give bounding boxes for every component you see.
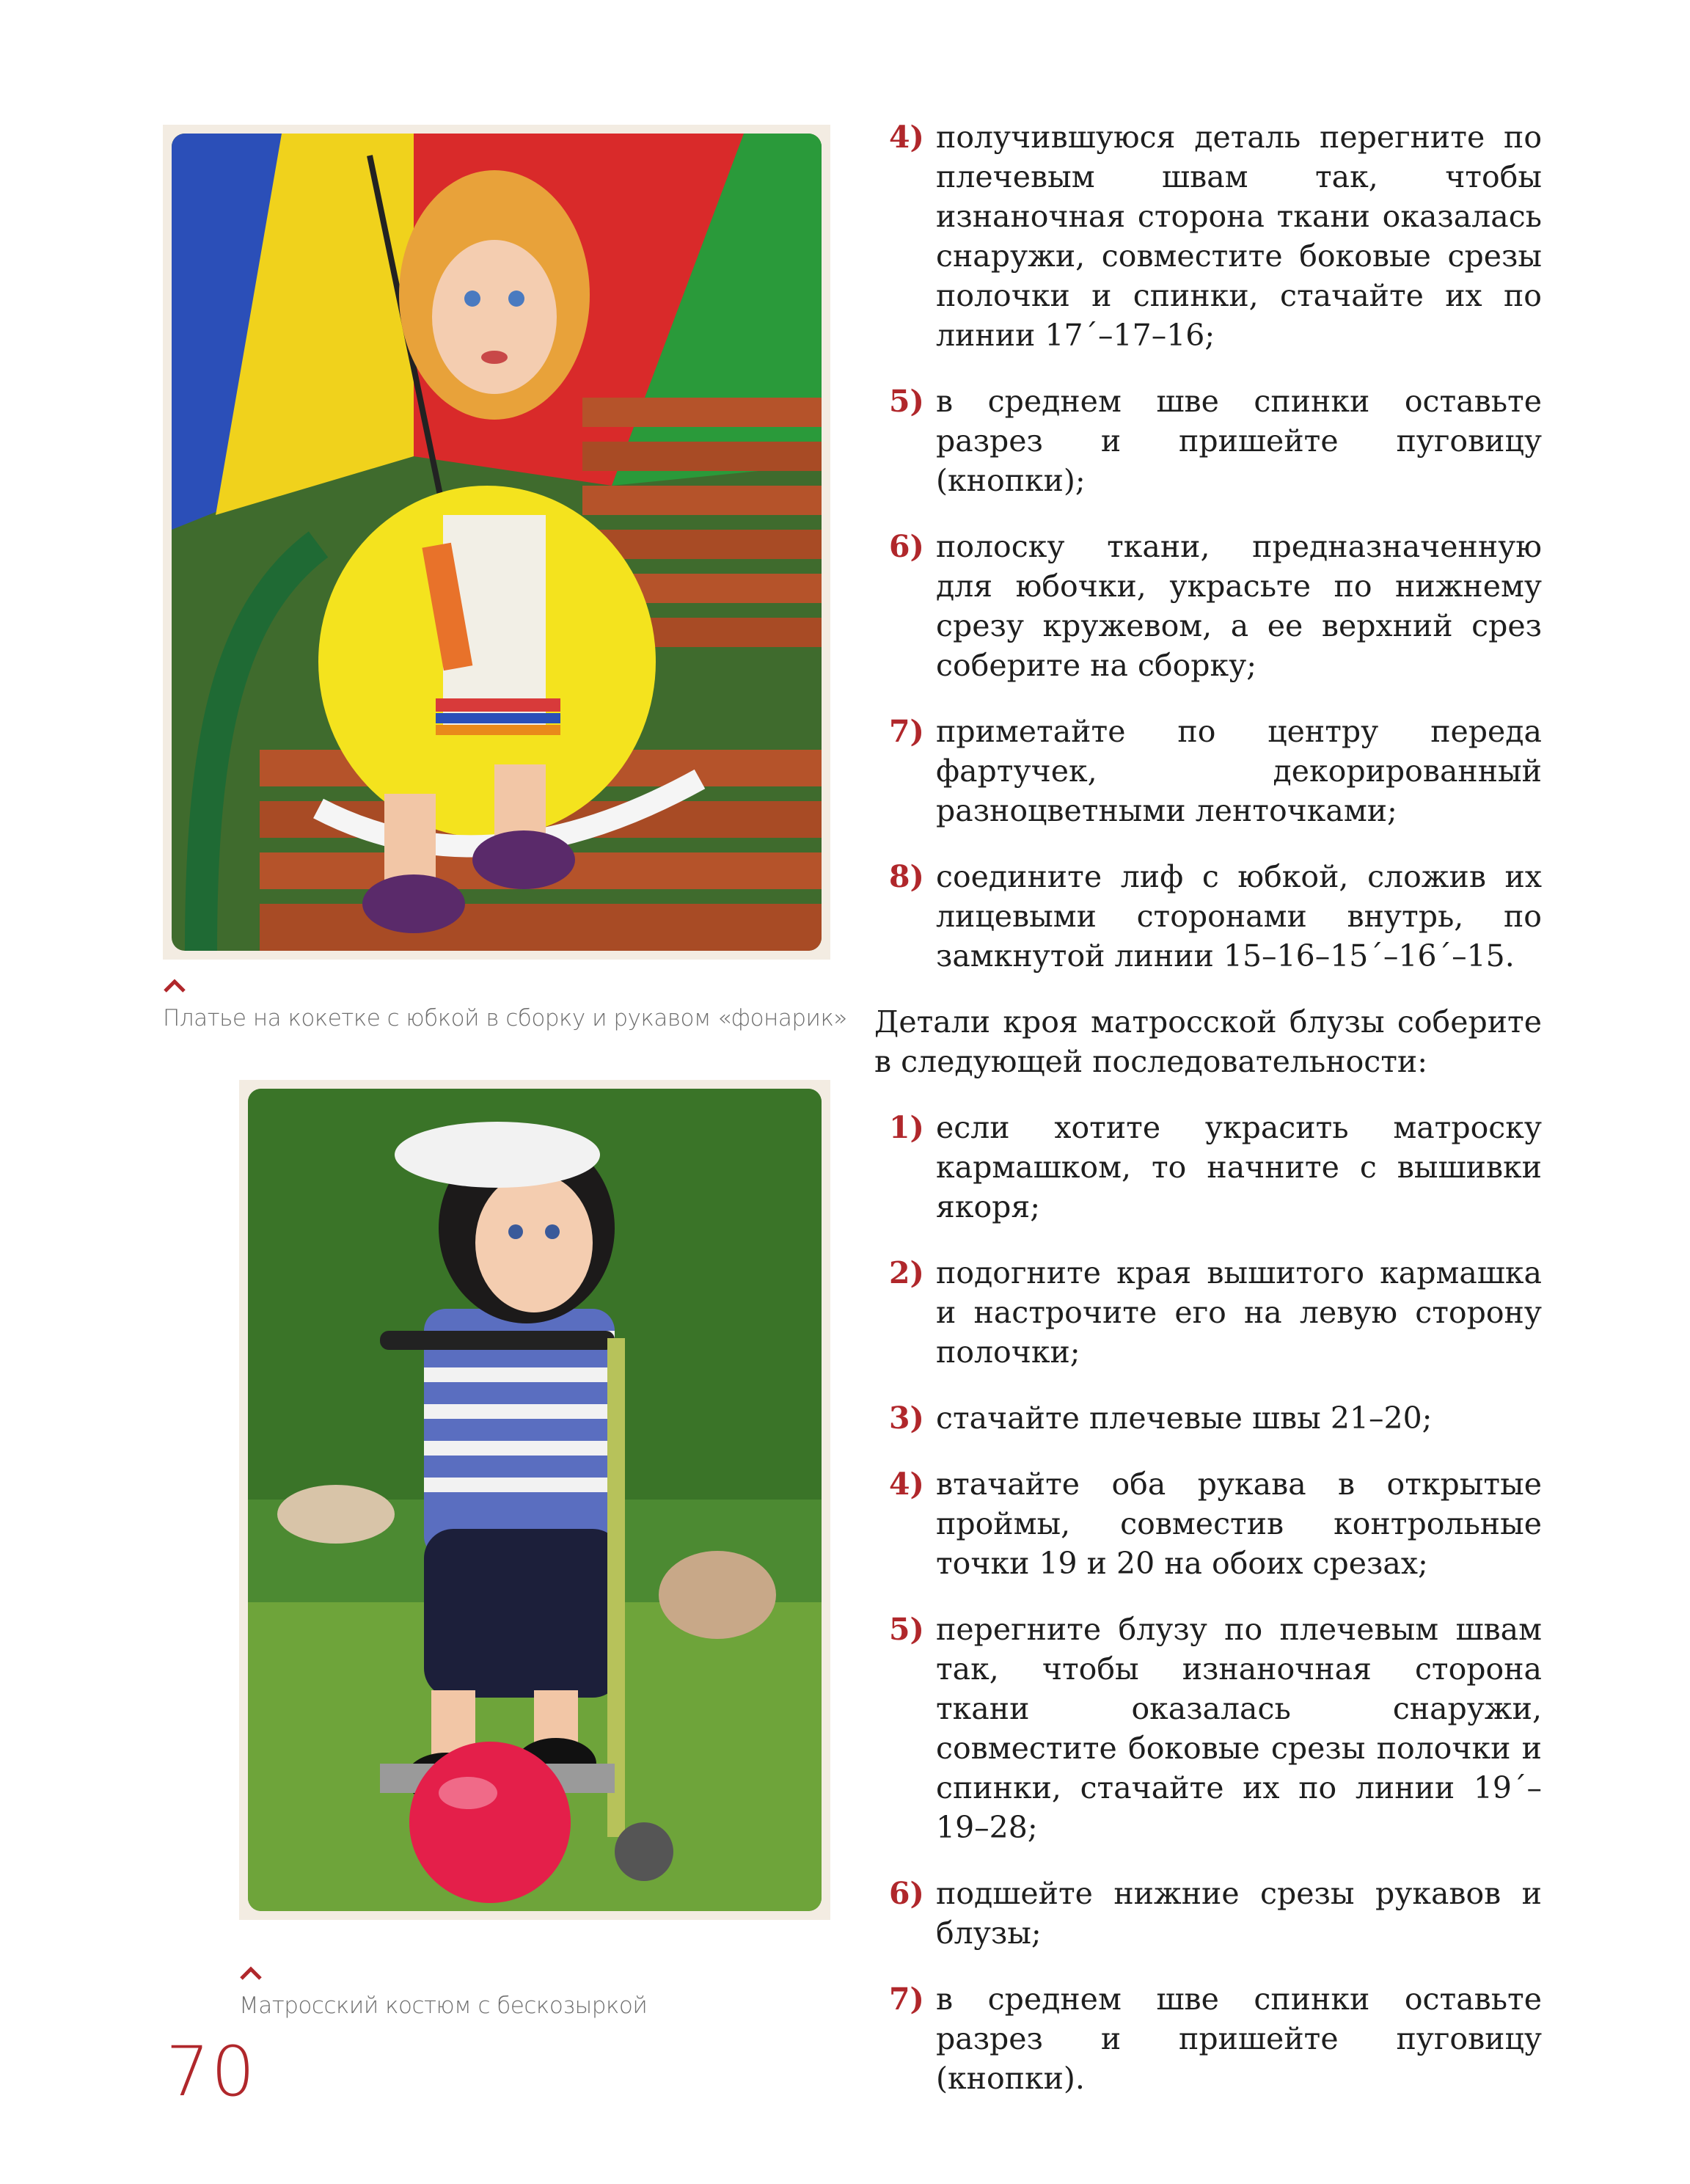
step-number: 1)	[889, 1110, 924, 1145]
step-text: втачайте оба рукава в открытые проймы, совместив контрольные точки 19 и 20 на обоих срезах;	[936, 1467, 1542, 1581]
step-text: в среднем шве спинки оставьте разрез и пришейте пуговицу (кнопки);	[936, 384, 1542, 498]
step-text: подшейте нижние срезы рукавов и блузы;	[936, 1876, 1542, 1951]
photo-caption: Матросский костюм с бескозыркой	[239, 1993, 648, 2019]
step-text: соедините лиф с юбкой, сложив их лицевыми сторонами внутрь, по замкнутой линии 15–16–15´–16´–15.	[936, 859, 1542, 974]
step-text: полоску ткани, предназначенную для юбочки, украсьте по нижнему срезу кружевом, а ее верхний срез соберите на сборку;	[936, 529, 1542, 683]
list-item	[874, 1874, 1542, 1953]
photo-caption: Платье на кокетке с юбкой в сборку и рукавом «фонарик»	[163, 1005, 847, 1031]
step-number: 7)	[889, 714, 924, 749]
step-text: в среднем шве спинки оставьте разрез и пришейте пуговицу (кнопки).	[936, 1982, 1542, 2096]
doll-scooter-illustration	[248, 1089, 822, 1911]
step-text: получившуюся деталь перегните по плечевым швам так, чтобы изнаночная сторона ткани оказалась снаружи, совместите боковые срезы полочки и спинки, стачайте их по линии 17´–17–16;	[936, 120, 1542, 353]
step-text: подогните края вышитого кармашка и настрочите его на левую сторону полочки;	[936, 1255, 1542, 1370]
list-item	[874, 1398, 1542, 1438]
caption-chevron-icon	[239, 1966, 263, 1981]
list-item	[874, 117, 1542, 355]
step-number: 5)	[889, 384, 924, 419]
list-item	[874, 1253, 1542, 1372]
list-item	[874, 1610, 1542, 1847]
step-number: 4)	[889, 120, 924, 155]
page-number: 70	[166, 2032, 257, 2112]
step-number: 4)	[889, 1467, 924, 1502]
step-number: 7)	[889, 1982, 924, 2017]
photo-doll-scooter	[239, 1080, 830, 1920]
step-text: приметайте по центру переда фартучек, декорированный разноцветными ленточками;	[936, 714, 1542, 828]
list-item	[874, 712, 1542, 830]
step-number: 3)	[889, 1400, 924, 1436]
photo-doll-umbrella	[163, 125, 830, 960]
step-number: 5)	[889, 1612, 924, 1647]
step-number: 8)	[889, 859, 924, 894]
list-item	[874, 857, 1542, 976]
list-item	[874, 527, 1542, 685]
step-text: перегните блузу по плечевым швам так, чтобы изнаночная сторона ткани оказалась снаружи, совместите боковые срезы полочки и спинки, стачайте их по линии 19´–19–28;	[936, 1612, 1542, 1845]
list-item	[874, 1979, 1542, 2098]
caption-chevron-icon	[163, 979, 186, 993]
list-item	[874, 381, 1542, 500]
list-item	[874, 1108, 1542, 1227]
section-intro: Детали кроя матросской блузы соберите в следующей последовательности:	[874, 1004, 1542, 1079]
step-text: если хотите украсить матроску кармашком, то начните с вышивки якоря;	[936, 1110, 1542, 1224]
instructions-column	[874, 117, 1542, 2125]
list-item	[874, 1464, 1542, 1583]
doll-umbrella-illustration	[172, 134, 822, 951]
step-number: 6)	[889, 529, 924, 564]
step-number: 6)	[889, 1876, 924, 1911]
step-text: стачайте плечевые швы 21–20;	[936, 1400, 1433, 1436]
step-number: 2)	[889, 1255, 924, 1290]
